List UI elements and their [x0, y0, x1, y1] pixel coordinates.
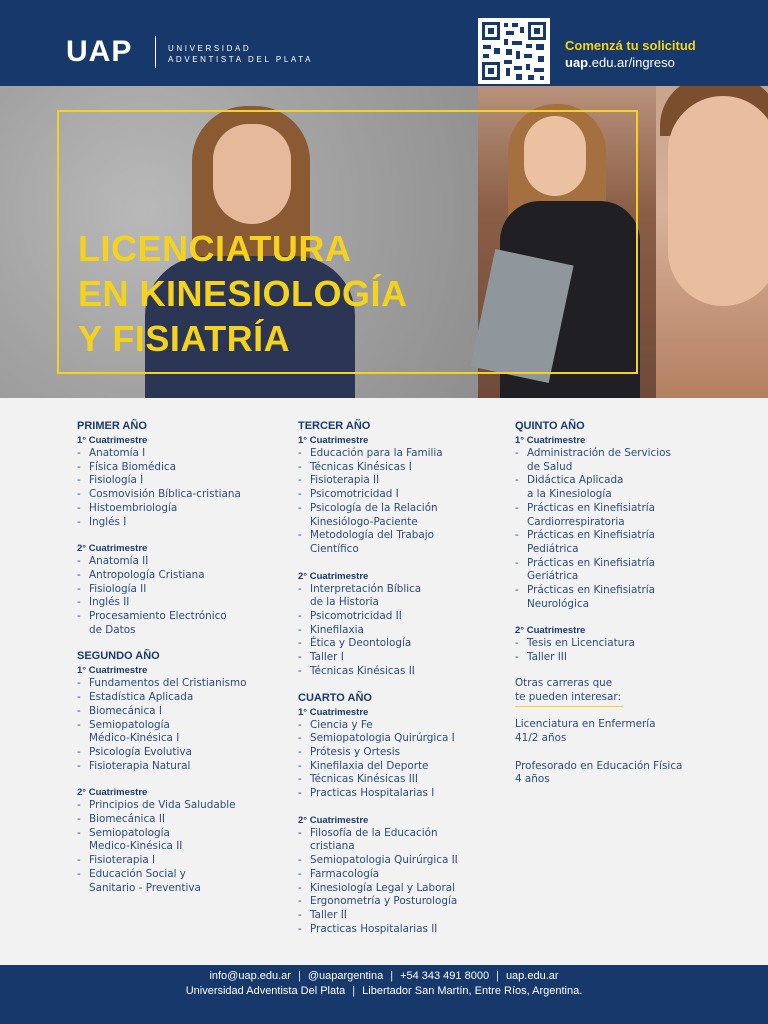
footer-separator: | — [297, 970, 301, 982]
curriculum-column-1 — [77, 419, 267, 895]
course-item: - Practicas Hospitalarias II — [298, 923, 488, 937]
course-item: - Histoembriología — [77, 502, 267, 516]
other-career-name: Licenciatura en Enfermería — [515, 718, 656, 731]
course-item: - Psicología Evolutiva — [77, 746, 267, 760]
course-item: - Ciencia y Fe — [298, 719, 488, 733]
course-item: - Anatomía II — [77, 555, 267, 569]
course-item: - Semiopatología Medico-Kinésica II — [77, 827, 267, 854]
course-list — [298, 719, 488, 801]
other-career-nursing[interactable] — [515, 718, 715, 745]
course-item: - Prácticas en Kinefisiatría Geriátrica — [515, 557, 715, 584]
course-list — [77, 447, 267, 529]
course-item: - Practicas Hospitalarias I — [298, 787, 488, 801]
course-item: - Técnicas Kinésicas II — [298, 665, 488, 679]
footer-address-line — [0, 984, 768, 998]
year-heading: PRIMER AÑO — [77, 420, 147, 432]
course-item: - Kinesiología Legal y Laboral — [298, 882, 488, 896]
semester-heading: 1° Cuatrimestre — [298, 706, 369, 718]
course-item: - Taller III — [515, 651, 715, 665]
course-item: - Farmacología — [298, 868, 488, 882]
course-list — [298, 447, 488, 557]
qr-code-icon[interactable] — [478, 18, 550, 84]
footer-web-link[interactable]: uap.edu.ar — [505, 970, 559, 982]
semester-heading: 1° Cuatrimestre — [77, 435, 148, 446]
semester-heading: 2° Cuatrimestre — [77, 787, 148, 799]
course-item: - Educación Social y Sanitario - Preventiva — [77, 868, 267, 895]
course-item: - Didáctica Aplicada a la Kinesiología — [515, 474, 715, 501]
course-item: - Física Biomédica — [77, 461, 267, 475]
course-item: - Kinefilaxia del Deporte — [298, 760, 488, 774]
year-heading: SEGUNDO AÑO — [77, 650, 160, 663]
program-title-line2: EN KINESIOLOGÍA — [78, 273, 408, 314]
footer-separator: | — [390, 970, 394, 982]
course-item: - Técnicas Kinésicas III — [298, 773, 488, 787]
cta-url-bold: uap — [565, 55, 589, 70]
footer-separator: | — [496, 970, 499, 982]
course-item: - Kinefilaxia — [298, 624, 488, 638]
university-name — [168, 43, 313, 65]
uap-logo: UAP — [66, 35, 133, 68]
course-item: - Administración de Servicios de Salud — [515, 447, 715, 474]
course-item: - Fisioterapia II — [298, 474, 488, 488]
course-item: - Filosofía de la Educación cristiana — [298, 827, 488, 854]
year-heading: QUINTO AÑO — [515, 420, 585, 432]
curriculum-column-2 — [298, 419, 488, 936]
footer-bar — [0, 965, 768, 1024]
other-careers-divider — [515, 706, 623, 707]
course-item: - Anatomía I — [77, 447, 267, 461]
course-item: - Semiopatología Médico-Kinésica I — [77, 719, 267, 746]
semester-heading: 1° Cuatrimestre — [515, 435, 586, 446]
university-name-line2: ADVENTISTA DEL PLATA — [168, 55, 314, 64]
course-item: - Fisioterapia Natural — [77, 760, 267, 774]
semester-heading: 2° Cuatrimestre — [515, 625, 586, 637]
course-item: - Taller II — [298, 909, 488, 923]
logo-divider — [155, 36, 156, 68]
course-item: - Educación para la Familia — [298, 447, 488, 461]
header-bar — [0, 0, 768, 86]
course-item: - Tesis en Licenciatura — [515, 637, 715, 651]
cta-url-link[interactable] — [565, 55, 675, 70]
footer-phone-link[interactable]: +54 343 491 8000 — [400, 970, 490, 982]
program-title-line3: Y FISIATRÍA — [78, 318, 291, 359]
course-item: - Inglés II — [77, 596, 267, 610]
cta-url-rest: .edu.ar/ingreso — [588, 55, 675, 70]
course-item: - Biomecánica I — [77, 705, 267, 719]
year-heading: CUARTO AÑO — [298, 691, 372, 704]
course-item: - Ergonometría y Posturología — [298, 895, 488, 909]
university-name-line1: UNIVERSIDAD — [168, 44, 252, 53]
course-item: - Principios de Vida Saludable — [77, 799, 267, 813]
course-item: - Prácticas en Kinefisiatría Neurológica — [515, 584, 715, 611]
other-career-duration: 4 años — [515, 773, 550, 786]
course-item: - Taller I — [298, 651, 488, 665]
course-item: - Ética y Deontología — [298, 637, 488, 651]
footer-email-link[interactable]: info@uap.edu.ar — [209, 970, 291, 982]
course-item: - Prácticas en Kinefisiatría Pediátrica — [515, 529, 715, 556]
footer-separator: | — [352, 985, 356, 997]
course-list — [77, 555, 267, 637]
course-list — [515, 637, 715, 664]
other-careers-intro: Otras carreras que te pueden interesar: — [515, 676, 621, 703]
semester-heading: 1° Cuatrimestre — [77, 665, 148, 677]
footer-address: Libertador San Martín, Entre Ríos, Argentina. — [362, 985, 583, 997]
course-item: - Biomecánica II — [77, 813, 267, 827]
course-item: - Semiopatologia Quirúrgica II — [298, 854, 488, 868]
semester-heading: 2° Cuatrimestre — [77, 543, 148, 555]
course-list — [77, 677, 267, 773]
course-item: - Metodología del Trabajo Científico — [298, 529, 488, 556]
course-item: - Fundamentos del Cristianismo — [77, 677, 267, 691]
course-item: - Psicomotricidad II — [298, 610, 488, 624]
semester-heading: 2° Cuatrimestre — [298, 570, 369, 582]
course-item: - Fisioterapia I — [77, 854, 267, 868]
semester-heading: 1° Cuatrimestre — [298, 435, 369, 446]
course-list — [298, 583, 488, 679]
program-title-line1: LICENCIATURA — [78, 228, 352, 269]
course-item: - Semiopatologia Quirúrgica I — [298, 732, 488, 746]
student-photo-3-face — [668, 96, 768, 306]
course-item: - Psicología de la Relación Kinesiólogo-Paciente — [298, 502, 488, 529]
cta-heading: Comenzá tu solicitud — [565, 38, 696, 53]
course-item: - Procesamiento Electrónico de Datos — [77, 610, 267, 637]
course-item: - Interpretación Bíblica de la Historia — [298, 583, 488, 610]
footer-institution: Universidad Adventista Del Plata — [185, 985, 346, 997]
other-career-physical-education[interactable] — [515, 760, 715, 787]
course-item: - Antropología Cristiana — [77, 569, 267, 583]
semester-heading: 2° Cuatrimestre — [298, 814, 369, 826]
course-item: - Inglés I — [77, 516, 267, 530]
other-career-duration: 41/2 años — [515, 731, 567, 744]
course-item: - Fisiología I — [77, 474, 267, 488]
curriculum-column-3 — [515, 419, 715, 801]
other-career-name: Profesorado en Educación Física — [515, 759, 683, 772]
course-item: - Psicomotricidad I — [298, 488, 488, 502]
course-item: - Fisiología II — [77, 583, 267, 597]
qr-code-graphic — [478, 18, 550, 84]
course-item: - Estadística Aplicada — [77, 691, 267, 705]
footer-social-link[interactable]: @uapargentina — [307, 970, 384, 982]
course-item: - Cosmovisión Bíblica-cristiana — [77, 488, 267, 502]
course-list — [515, 447, 715, 611]
program-title — [78, 226, 408, 361]
year-heading: TERCER AÑO — [298, 420, 371, 432]
course-list — [77, 799, 267, 895]
course-item: - Prácticas en Kinefisiatría Cardiorrespiratoria — [515, 502, 715, 529]
course-item: - Prótesis y Ortesis — [298, 746, 488, 760]
course-list — [298, 827, 488, 937]
footer-contact-line — [0, 969, 768, 983]
course-item: - Técnicas Kinésicas I — [298, 461, 488, 475]
